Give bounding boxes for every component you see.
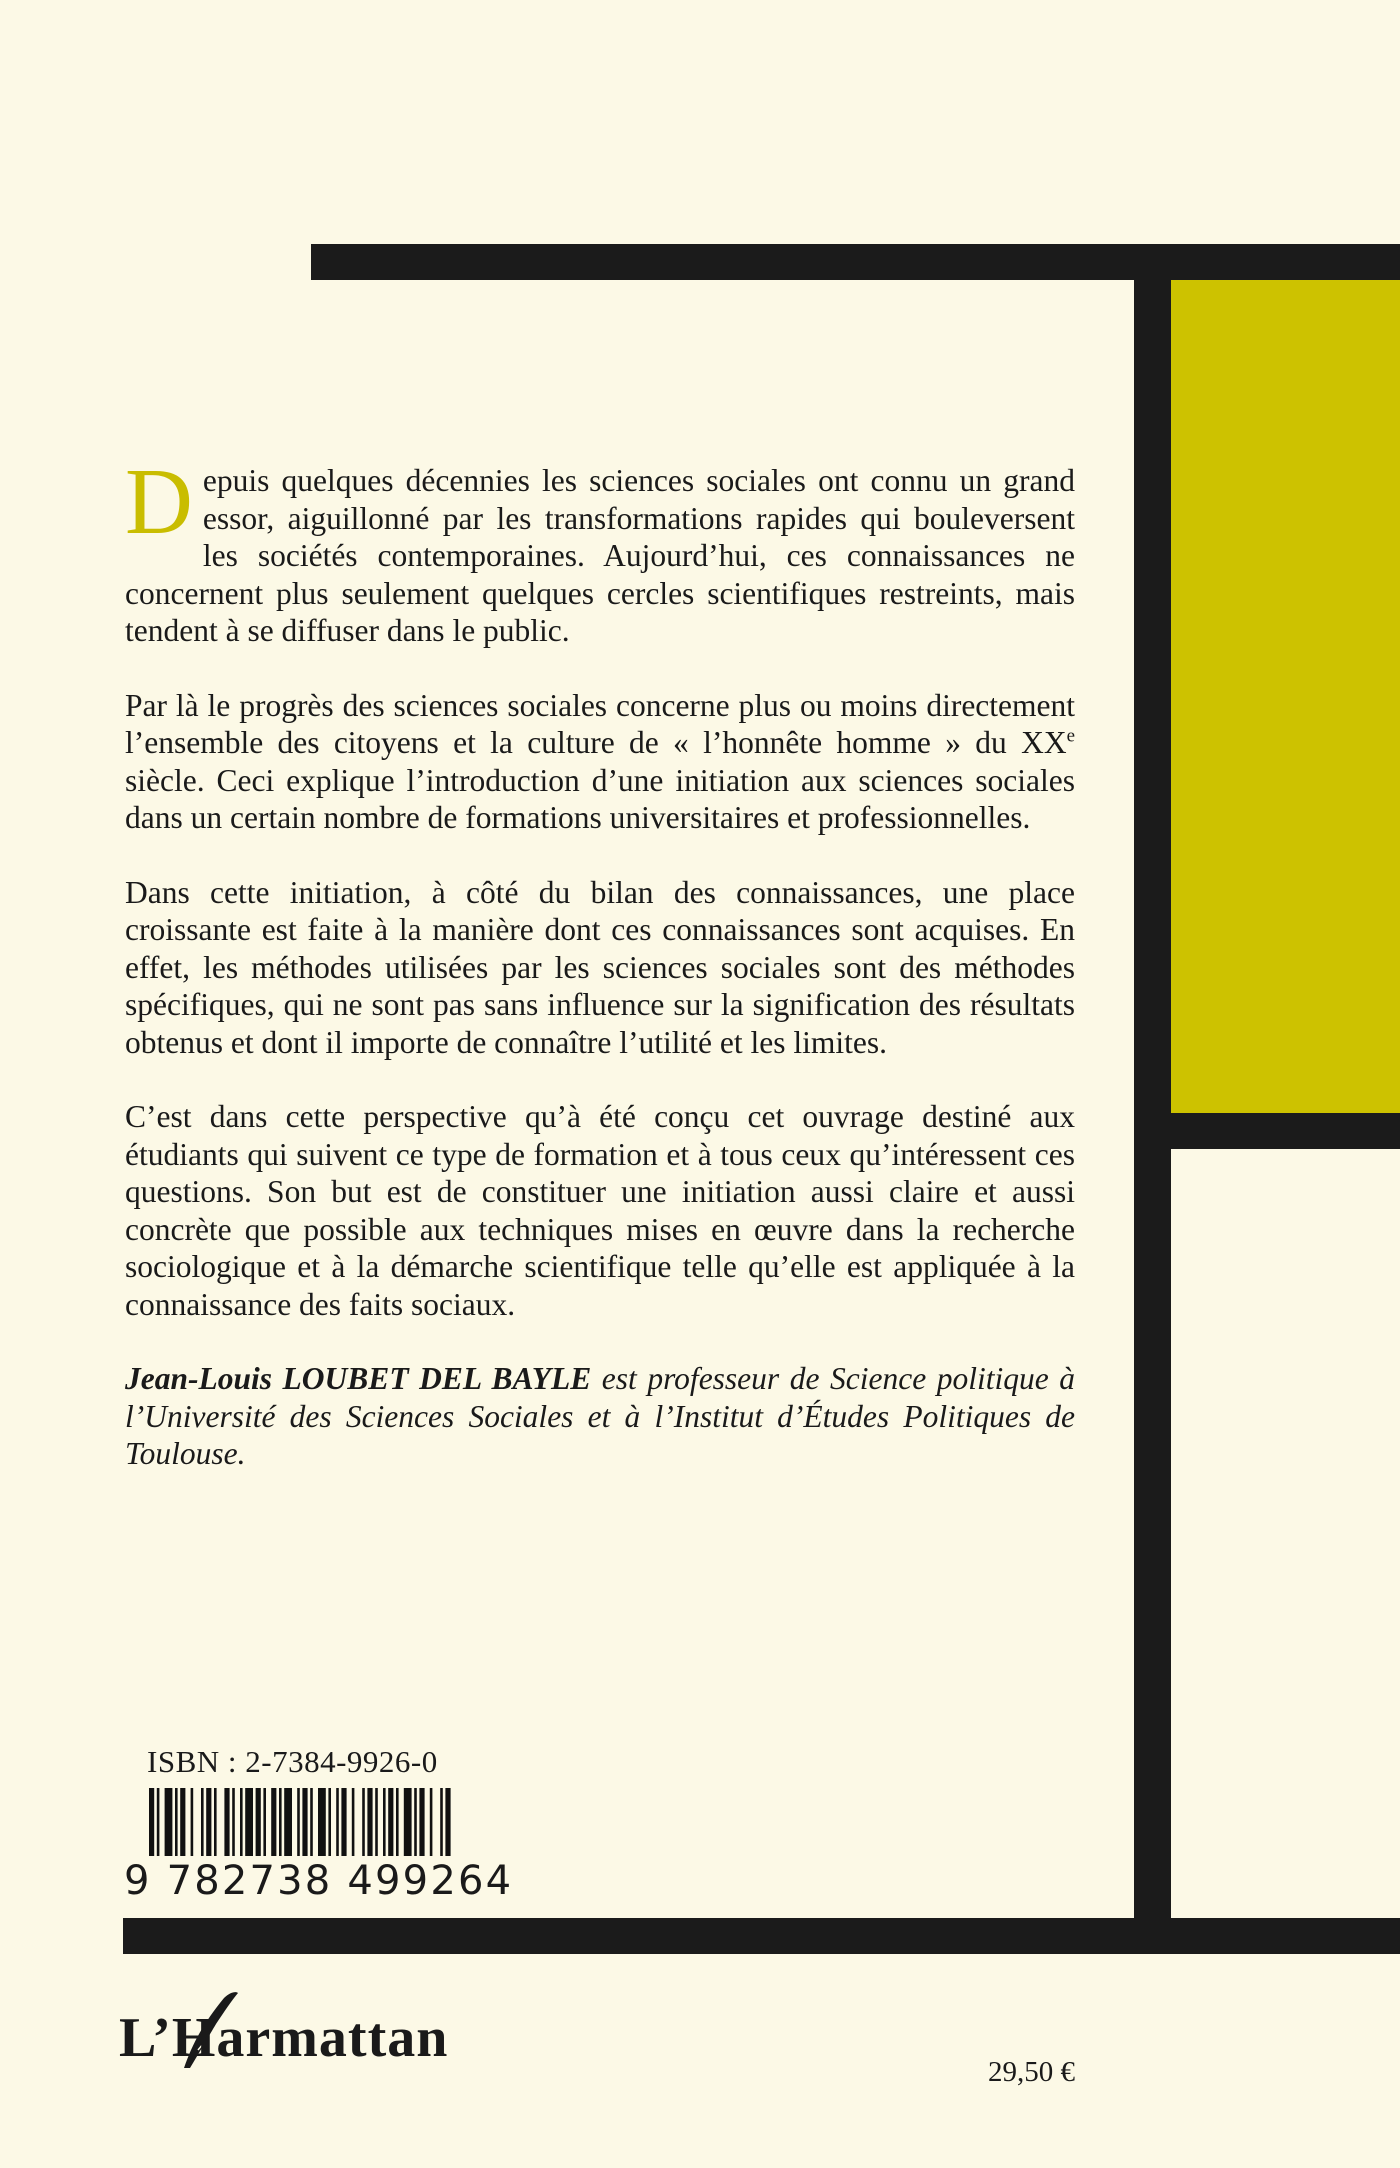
barcode-bar: [271, 1788, 276, 1856]
barcode-bar: [206, 1788, 211, 1856]
author-bio: est professeur de Science politique à l’Université des Sciences Sociales et à l’Institut d’Études Politiques de Toulouse.: [125, 1361, 1076, 1471]
barcode-bar: [341, 1788, 346, 1856]
barcode-bar: [430, 1788, 433, 1856]
barcode-bar: [362, 1788, 365, 1856]
barcode-bar: [201, 1788, 204, 1856]
blurb-paragraph-3: Dans cette initiation, à côté du bilan des connaissances, une place croissante est faite à la manière dont ces connaissances sont acquises. En effet, les méthodes utilisées par les sciences sociales sont des méthodes spécifiques, qui ne sont pas sans influence sur la signification des résultats obtenus et dont il importe de connaître l’utilité et les limites.: [125, 874, 1075, 1060]
barcode-bar: [419, 1788, 424, 1856]
blurb-paragraph-2-start: Par là le progrès des sciences sociales concerne plus ou moins directement l’ensemble des citoyens et la culture de « l’honnête homme » du XX: [125, 687, 1075, 760]
barcode: [149, 1788, 459, 1858]
barcode-bar: [224, 1788, 229, 1856]
barcode-bar: [445, 1788, 450, 1856]
barcode-bar: [240, 1788, 243, 1856]
barcode-bar: [245, 1788, 253, 1856]
century-superscript: e: [1066, 725, 1075, 747]
barcode-bar: [404, 1788, 412, 1856]
price: 29,50 €: [988, 2056, 1075, 2088]
author-note: [125, 1360, 1075, 1473]
top-black-bar: [311, 244, 1400, 280]
barcode-bar: [336, 1788, 339, 1856]
barcode-bar: [302, 1788, 307, 1856]
barcode-bar: [263, 1788, 266, 1856]
vertical-black-bar: [1134, 244, 1171, 1954]
barcode-bar: [388, 1788, 393, 1856]
publisher-logo: L’Harmattan: [119, 2007, 449, 2069]
barcode-bar: [157, 1788, 160, 1856]
drop-cap: D: [125, 450, 193, 554]
blurb-paragraph-1: [125, 450, 1075, 650]
barcode-bar: [175, 1788, 178, 1856]
barcode-bar: [310, 1788, 313, 1856]
bottom-black-bar: [123, 1918, 1400, 1954]
barcode-bar: [440, 1788, 443, 1856]
barcode-bar: [180, 1788, 185, 1856]
blurb-paragraph-2-end: siècle. Ceci explique l’introduction d’une initiation aux sciences sociales dans un certain nombre de formations universitaires et professionnelles.: [125, 762, 1075, 835]
barcode-bar: [297, 1788, 300, 1856]
barcode-digits: 9 782738 499264: [124, 1858, 514, 1904]
barcode-bar: [318, 1788, 326, 1856]
barcode-bar: [191, 1788, 194, 1856]
barcode-bar: [279, 1788, 282, 1856]
barcode-bar: [149, 1788, 154, 1856]
barcode-bar: [367, 1788, 372, 1856]
back-cover-blurb: [125, 450, 1076, 1510]
barcode-bar: [375, 1788, 378, 1856]
barcode-bar: [256, 1788, 261, 1856]
barcode-bar: [165, 1788, 173, 1856]
author-name: Jean-Louis LOUBET DEL BAYLE: [125, 1361, 592, 1396]
barcode-bar: [214, 1788, 217, 1856]
blurb-paragraph-2: [125, 687, 1075, 837]
barcode-bar: [352, 1788, 355, 1856]
olive-color-panel: [1171, 280, 1400, 1113]
barcode-bar: [328, 1788, 331, 1856]
barcode-bar: [284, 1788, 292, 1856]
barcode-bar: [232, 1788, 235, 1856]
barcode-bar: [383, 1788, 386, 1856]
middle-black-bar: [1134, 1113, 1400, 1149]
isbn-label: ISBN : 2-7384-9926-0: [147, 1744, 438, 1779]
barcode-bar: [414, 1788, 417, 1856]
blurb-paragraph-1-text: epuis quelques décennies les sciences sociales ont connu un grand essor, aiguillonné par les transformations rapides qui bouleversent les sociétés contemporaines. Aujourd’hui, ces connaissances ne concernent plus seulement quelques cercles scientifiques restreints, mais tendent à se diffuser dans le public.: [125, 463, 1075, 648]
blurb-paragraph-4: C’est dans cette perspective qu’à été conçu cet ouvrage destiné aux étudiants qui suivent ce type de formation et à tous ceux qu’intéressent ces questions. Son but est de constituer une initiation aussi claire et aussi concrète que possible aux techniques mises en œuvre dans la recherche sociologique et à la démarche scientifique telle qu’elle est appliquée à la connaissance des faits sociaux.: [125, 1099, 1075, 1322]
barcode-bar: [396, 1788, 399, 1856]
